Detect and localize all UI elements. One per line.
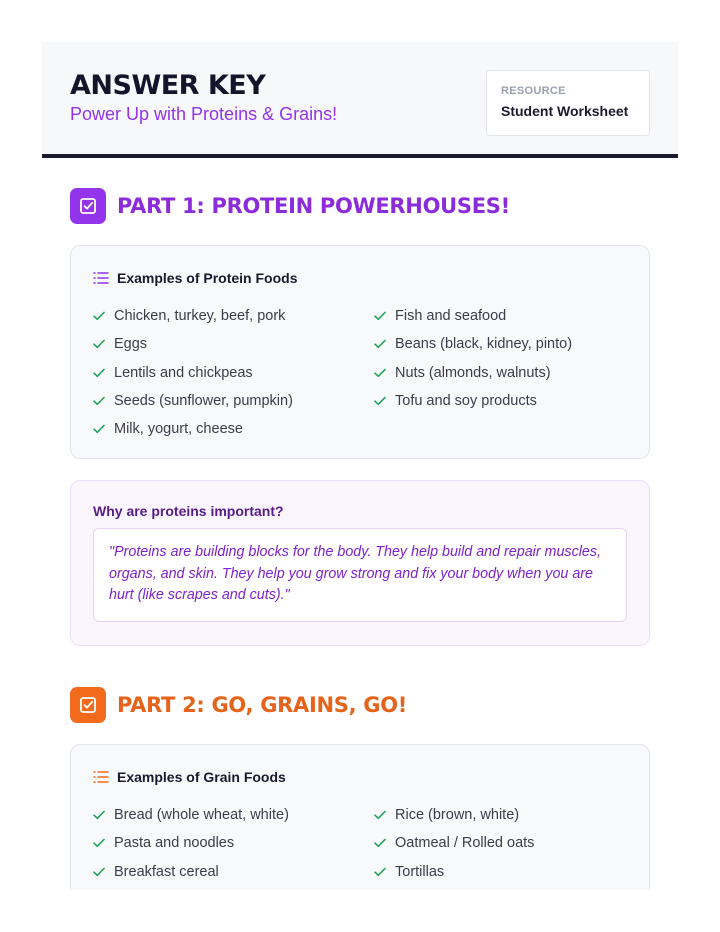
list-item: Rice (brown, white) [374,801,655,829]
page-title: ANSWER KEY [70,70,266,101]
why-proteins-card [70,480,650,646]
check-icon [93,810,105,820]
protein-list [93,302,627,443]
grain-examples-card [70,744,650,890]
checkbox-icon [70,687,106,723]
check-icon [93,368,105,378]
protein-examples-label: Examples of Protein Foods [117,270,298,286]
page-subtitle: Power Up with Proteins & Grains! [70,104,338,124]
check-icon [93,424,105,434]
part1-heading [70,188,510,224]
list-icon [93,271,109,285]
list-item: Nuts (almonds, walnuts) [374,359,655,387]
list-item: Oatmeal / Rolled oats [374,829,655,857]
worksheet-page [42,42,678,890]
list-item: Milk, yogurt, cheese [93,415,374,443]
check-icon [374,368,386,378]
check-icon [93,867,105,877]
answer-box: "Proteins are building blocks for the body. They help build and repair muscles, organs, and skin. They help you grow strong and fix your body when you are hurt (like scrapes and cuts)." [93,528,627,622]
check-icon [374,396,386,406]
list-item: Tortillas [374,858,655,886]
check-icon [93,838,105,848]
list-item: Breakfast cereal [93,858,374,886]
list-item: Fish and seafood [374,302,655,330]
list-item: Tofu and soy products [374,387,655,415]
check-icon [93,311,105,321]
list-item: Pasta and noodles [93,829,374,857]
list-item: Seeds (sunflower, pumpkin) [93,387,374,415]
checkbox-icon [70,188,106,224]
list-item: Chicken, turkey, beef, pork [93,302,374,330]
resource-label: RESOURCE [501,85,566,97]
check-icon [374,867,386,877]
list-item: Lentils and chickpeas [93,359,374,387]
check-icon [374,810,386,820]
question-label: Why are proteins important? [93,503,284,519]
grain-list [93,801,627,886]
resource-card [486,70,650,136]
grain-examples-heading [93,767,627,787]
resource-value: Student Worksheet [501,103,629,119]
part1-title: PART 1: PROTEIN POWERHOUSES! [117,194,510,218]
check-icon [93,339,105,349]
check-icon [374,311,386,321]
page-header [42,42,678,158]
part2-title: PART 2: GO, GRAINS, GO! [117,693,408,717]
part2-heading [70,687,407,723]
list-item: Beans (black, kidney, pinto) [374,330,655,358]
protein-examples-card [70,245,650,459]
grain-examples-label: Examples of Grain Foods [117,769,286,785]
list-icon [93,770,109,784]
check-icon [93,396,105,406]
list-item: Eggs [93,330,374,358]
list-item: Bread (whole wheat, white) [93,801,374,829]
protein-examples-heading [93,268,627,288]
check-icon [374,838,386,848]
check-icon [374,339,386,349]
